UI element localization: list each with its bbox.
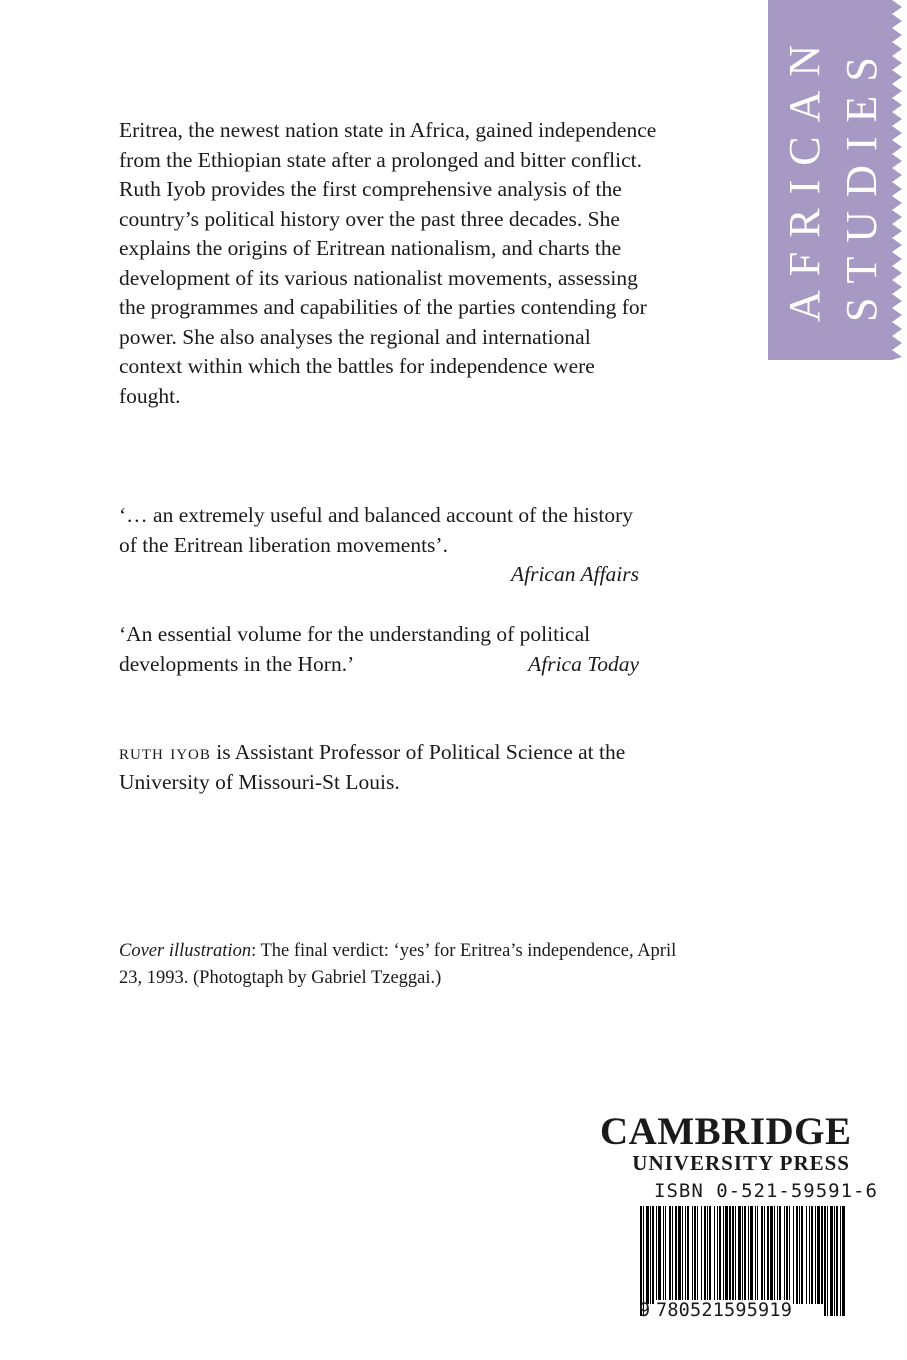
barcode-bar (764, 1206, 765, 1304)
cover-illustration-text: : The final verdict: ‘yes’ for Eritrea’s independence, April 23, 1993. (Photogtaph by Gabriel Tzeggai.) (119, 941, 677, 988)
barcode-bar (836, 1206, 838, 1316)
publisher-logo (600, 1110, 852, 1175)
barcode-bar (815, 1206, 816, 1304)
barcode-bar (685, 1206, 686, 1304)
barcode-bar (777, 1206, 778, 1304)
barcode-bar (827, 1206, 828, 1316)
barcode-bar (704, 1206, 706, 1304)
barcode-bar (709, 1206, 711, 1304)
cover-illustration-credit (119, 938, 679, 992)
barcode-bar (687, 1206, 689, 1304)
barcode-bar (732, 1206, 734, 1304)
barcode-bar (742, 1206, 743, 1304)
barcode-bar (793, 1206, 794, 1304)
barcode-bar (675, 1206, 677, 1304)
barcode-bar (646, 1206, 649, 1304)
barcode-bar (669, 1206, 671, 1304)
barcode-bar (656, 1206, 657, 1304)
barcode-bar (694, 1206, 696, 1304)
barcode-bar (658, 1206, 661, 1304)
barcode-bar (834, 1206, 835, 1316)
barcode-number: 780521595919 (656, 1300, 793, 1321)
barcode-bar (817, 1206, 820, 1304)
series-title-african: AFRICAN (780, 30, 829, 322)
author-bio-text: is Assistant Professor of Political Science at the University of Missouri-St Louis. (119, 740, 626, 794)
barcode-bar (701, 1206, 702, 1304)
barcode-bar (809, 1206, 810, 1304)
isbn-number: ISBN 0-521-59591-6 (654, 1180, 878, 1202)
publisher-name: CAMBRIDGE (600, 1110, 852, 1153)
barcode-bar (786, 1206, 788, 1304)
barcode-bar (830, 1206, 833, 1316)
barcode-bar (770, 1206, 773, 1304)
review-1-source: African Affairs (510, 562, 639, 586)
barcode-bar (811, 1206, 813, 1304)
barcode-bar (744, 1206, 746, 1304)
barcode-bar (789, 1206, 790, 1304)
barcode-bar (796, 1206, 798, 1304)
review-1-text: ‘… an extremely useful and balanced account of the history of the Eritrean liberation movements’. (119, 503, 634, 557)
barcode-bar (799, 1206, 800, 1304)
review-2-text: ‘An essential volume for the understanding of political developments in the Horn.’ (119, 622, 591, 676)
barcode-bar (842, 1206, 845, 1316)
barcode-bar (672, 1206, 673, 1304)
barcode-bar (806, 1206, 807, 1304)
barcode-bar (735, 1206, 736, 1304)
barcode-bar (801, 1206, 803, 1304)
publisher-subline: UNIVERSITY PRESS (632, 1151, 850, 1175)
author-bio (119, 738, 679, 797)
barcode-bar (840, 1206, 841, 1316)
barcode-bar (757, 1206, 758, 1304)
review-quote-1 (119, 501, 639, 590)
barcode-bar (748, 1206, 749, 1304)
barcode-bar (729, 1206, 731, 1304)
series-title-studies: STUDIES (837, 43, 886, 322)
barcode-bar (682, 1206, 683, 1304)
barcode-bar (692, 1206, 693, 1304)
barcode-lead-digit: 9 (639, 1300, 651, 1321)
barcode-bar (707, 1206, 708, 1304)
barcode-bar (723, 1206, 724, 1304)
barcode-bar (824, 1206, 826, 1316)
review-quote-2 (119, 620, 639, 679)
barcode-bar (755, 1206, 756, 1304)
barcode-bar (767, 1206, 769, 1304)
barcode-bar (652, 1206, 654, 1304)
barcode-bar (665, 1206, 666, 1304)
barcode-bar (678, 1206, 681, 1304)
barcode-bar (717, 1206, 718, 1304)
barcode-bar (774, 1206, 775, 1304)
barcode-bar (697, 1206, 698, 1304)
barcode-bar (725, 1206, 728, 1304)
barcode-bar (779, 1206, 781, 1304)
author-name: ruth iyob (119, 740, 211, 764)
review-2-source: Africa Today (528, 651, 639, 676)
book-description: Eritrea, the newest nation state in Africa, gained independence from the Ethiopian state after a prolonged and bitter conflict. Ruth Iyob provides the first comprehensive analysis of the country’s political history over the past three decades. She explains the origins of Eritrean nationalism, and charts the development of its various nationalist movements, assessing the programmes and capabilities of the parties contending for power. She also analyses the regional and international context within which the battles for independence were fought. (119, 118, 657, 408)
barcode-bar (738, 1206, 741, 1304)
barcode-bar (750, 1206, 753, 1304)
barcode-bar (663, 1206, 664, 1304)
barcode-bar (650, 1206, 651, 1304)
barcode-bar (719, 1206, 721, 1304)
barcode-bar (784, 1206, 785, 1304)
barcode-bar (761, 1206, 763, 1304)
cover-illustration-label: Cover illustration (119, 941, 252, 961)
barcode-bar (821, 1206, 823, 1304)
barcode-bar (714, 1206, 715, 1304)
